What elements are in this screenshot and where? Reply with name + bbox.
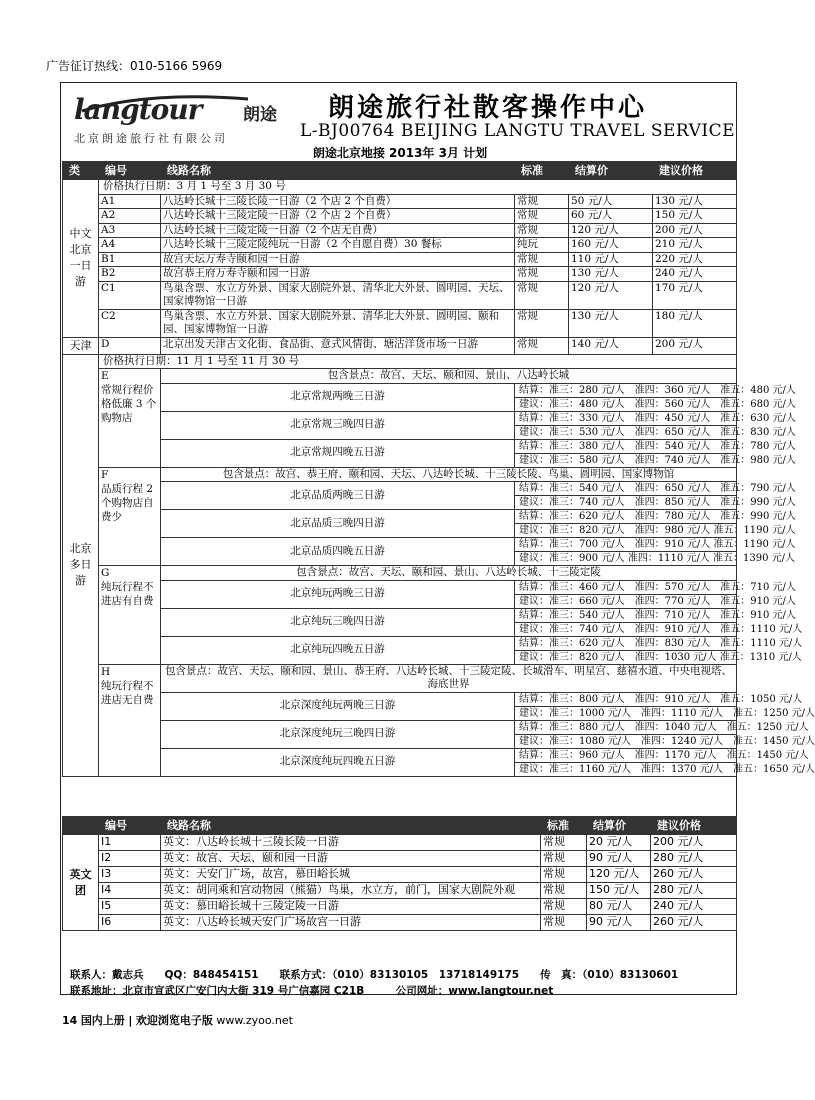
table-row <box>63 510 737 524</box>
tour-suggest-prices: 建议：准三：820 元/人 准四：1030 元/人 准五：1310 元/人 <box>515 650 737 664</box>
tour-suggest-price: 220 元/人 <box>653 252 737 267</box>
en-header-blank <box>63 817 99 835</box>
tour-suggest-price: 280 元/人 <box>651 851 737 867</box>
group-code-cell <box>99 566 161 665</box>
table-row <box>63 482 737 496</box>
tour-settle-price: 160 元/人 <box>569 238 653 253</box>
ad-hotline: 广告征订热线：010-5166 5969 <box>46 59 223 73</box>
tour-standard: 常规 <box>541 867 587 883</box>
table-row <box>63 238 737 253</box>
tour-suggest-prices: 建议：准三：1160 元/人 准四：1370 元/人 准五：1650 元/人 <box>515 762 737 776</box>
tour-settle-prices: 结算：准三：620 元/人 准四：780 元/人 准五：990 元/人 <box>515 510 737 524</box>
table-row <box>63 194 737 209</box>
tour-suggest-prices: 建议：准三：660 元/人 准四：770 元/人 准五：910 元/人 <box>515 594 737 608</box>
group-row <box>63 369 737 384</box>
plan-title: 朗途北京地接 2013年 3月 计划 <box>312 146 488 160</box>
tour-code: D <box>99 337 161 354</box>
tour-route: 英文：八达岭长城十三陵长陵一日游 <box>161 835 541 851</box>
page-number: 14 <box>62 1014 78 1027</box>
footer-site: www.zyoo.net <box>216 1014 293 1027</box>
tour-suggest-price: 200 元/人 <box>653 223 737 238</box>
group-code-cell <box>99 664 161 776</box>
tour-standard: 常规 <box>515 209 569 224</box>
tour-settle-price: 140 元/人 <box>569 337 653 354</box>
tour-route: 八达岭长城十三陵定陵一日游（2 个店无自费） <box>161 223 515 238</box>
tour-settle-prices: 结算：准三：460 元/人 准四：570 元/人 准五：710 元/人 <box>515 580 737 594</box>
tour-suggest-price: 260 元/人 <box>651 867 737 883</box>
tour-standard: 常规 <box>541 835 587 851</box>
tour-name: 北京纯玩四晚五日游 <box>161 636 515 664</box>
group-row <box>63 566 737 581</box>
tour-route: 八达岭长城十三陵长陵一日游（2 个店 2 个自费） <box>161 194 515 209</box>
group-inclusions: 包含景点：故宫、天坛、颐和园、景山、恭王府、八达岭长城、十三陵定陵、长城滑车、明星宫、慈禧水道、中央电视塔、海底世界 <box>161 664 737 692</box>
group-description: 纯玩行程不进店无自费 <box>101 679 154 706</box>
tour-name: 北京常规四晚五日游 <box>161 439 515 467</box>
table-row <box>63 608 737 622</box>
tour-code: A4 <box>99 238 161 253</box>
tour-suggest-price: 210 元/人 <box>653 238 737 253</box>
tour-suggest-price: 280 元/人 <box>651 883 737 899</box>
tour-settle-prices: 结算：准三：540 元/人 准四：710 元/人 准五：910 元/人 <box>515 608 737 622</box>
tour-settle-prices: 结算：准三：280 元/人 准四：360 元/人 准五：480 元/人 <box>515 383 737 397</box>
header-code: 编号 <box>99 162 161 180</box>
table-header <box>63 162 737 180</box>
tour-settle-price: 60 元/人 <box>569 209 653 224</box>
tour-suggest-prices: 建议：准三：1000 元/人 准四：1110 元/人 准五：1250 元/人 <box>515 706 737 720</box>
tour-settle-price: 150 元/人 <box>587 883 651 899</box>
logo-cn: 朗途 <box>243 105 277 125</box>
tour-suggest-prices: 建议：准三：580 元/人 准四：740 元/人 准五：980 元/人 <box>515 453 737 467</box>
tour-standard: 常规 <box>515 194 569 209</box>
price-period: 价格执行日期：3 月 1 号至 3 月 30 号 <box>99 180 737 195</box>
table-row <box>63 267 737 282</box>
tour-code: A1 <box>99 194 161 209</box>
category-cell: 中文北京一日游 <box>63 180 99 338</box>
tour-route: 八达岭长城十三陵定陵一日游（2 个店 2 个自费） <box>161 209 515 224</box>
tour-suggest-price: 240 元/人 <box>651 899 737 915</box>
table-row <box>63 337 737 354</box>
tour-settle-prices: 结算：准三：960 元/人 准四：1170 元/人 准五：1450 元/人 <box>515 748 737 762</box>
page-footer <box>62 1012 293 1028</box>
tour-price-table <box>62 161 815 777</box>
tour-standard: 常规 <box>515 252 569 267</box>
tour-settle-price: 120 元/人 <box>569 223 653 238</box>
tour-standard: 纯玩 <box>515 238 569 253</box>
table-row <box>63 439 737 453</box>
contact-line: 联系人：戴志兵 QQ：848454151 联系方式：（010）83130105 13718149175 传 真：（010）83130601 <box>70 969 679 981</box>
tour-suggest-price: 150 元/人 <box>653 209 737 224</box>
tour-code: I5 <box>99 899 161 915</box>
table-row <box>63 281 737 309</box>
tour-settle-price: 110 元/人 <box>569 252 653 267</box>
group-inclusions: 包含景点：故宫、恭王府、颐和园、天坛、八达岭长城、十三陵长陵、鸟巢、圆明园、国家博物馆 <box>161 467 737 482</box>
tour-name: 北京常规三晚四日游 <box>161 411 515 439</box>
group-inclusions: 包含景点：故宫、天坛、颐和园、景山、八达岭长城、十三陵定陵 <box>161 566 737 581</box>
header-route: 线路名称 <box>161 162 515 180</box>
table-row <box>63 383 737 397</box>
category-cell: 天津 <box>63 337 99 354</box>
group-code-cell <box>99 467 161 566</box>
table-row <box>63 748 737 762</box>
tour-standard: 常规 <box>515 309 569 337</box>
tour-code: B1 <box>99 252 161 267</box>
table-row <box>63 835 737 851</box>
tour-code: I6 <box>99 915 161 931</box>
group-inclusions: 包含景点：故宫、天坛、颐和园、景山、八达岭长城 <box>161 369 737 384</box>
table-row <box>63 580 737 594</box>
header-suggest: 建议价格 <box>653 162 737 180</box>
tour-code: A3 <box>99 223 161 238</box>
group-description: 纯玩行程不进店有自费 <box>101 581 154 607</box>
footer-tagline: 欢迎浏览电子版 <box>135 1014 213 1027</box>
table-row <box>63 915 737 931</box>
tour-suggest-price: 180 元/人 <box>653 309 737 337</box>
price-period: 价格执行日期：11 月 1 号至 11 月 30 号 <box>99 354 737 369</box>
agency-title-en: L-BJ00764 BEIJING LANGTU TRAVEL SERVICE <box>300 121 736 141</box>
tour-settle-prices: 结算：准三：540 元/人 准四：650 元/人 准五：790 元/人 <box>515 482 737 496</box>
tour-suggest-prices: 建议：准三：480 元/人 准四：560 元/人 准五：680 元/人 <box>515 397 737 411</box>
table-row <box>63 209 737 224</box>
en-table-header <box>63 817 737 835</box>
table-row <box>63 867 737 883</box>
tour-suggest-prices: 建议：准三：900 元/人 准四：1110 元/人 准五：1390 元/人 <box>515 552 737 566</box>
footer-section: 国内上册 <box>80 1014 125 1027</box>
tour-name: 北京深度纯玩三晚四日游 <box>161 720 515 748</box>
tour-code: A2 <box>99 209 161 224</box>
tour-settle-price: 90 元/人 <box>587 915 651 931</box>
tour-settle-price: 80 元/人 <box>587 899 651 915</box>
tour-name: 北京深度纯玩两晚三日游 <box>161 692 515 720</box>
table-row <box>63 252 737 267</box>
tour-standard: 常规 <box>515 337 569 354</box>
en-header-standard: 标准 <box>541 817 587 835</box>
tour-settle-price: 130 元/人 <box>569 309 653 337</box>
agency-title-cn: 朗途旅行社散客操作中心 <box>328 93 648 123</box>
group-description: 品质行程 2 个购物店自费少 <box>101 482 154 523</box>
tour-route: 八达岭长城十三陵定陵纯玩一日游（2 个自愿自费）30 餐标 <box>161 238 515 253</box>
tour-settle-price: 120 元/人 <box>569 281 653 309</box>
tour-route: 英文：八达岭长城天安门广场故宫一日游 <box>161 915 541 931</box>
tour-settle-price: 120 元/人 <box>587 867 651 883</box>
tour-settle-price: 20 元/人 <box>587 835 651 851</box>
tour-settle-price: 130 元/人 <box>569 267 653 282</box>
tour-route: 英文：胡同乘和宫动物园（熊猫）鸟巢，水立方，前门，国家大剧院外观 <box>161 883 541 899</box>
tour-route: 故宫天坛万寿寺颐和园一日游 <box>161 252 515 267</box>
tour-standard: 常规 <box>541 915 587 931</box>
tour-suggest-price: 260 元/人 <box>651 915 737 931</box>
tour-route: 英文：故宫、天坛、颐和园一日游 <box>161 851 541 867</box>
tour-name: 北京品质三晚四日游 <box>161 510 515 538</box>
category-cell: 英文团 <box>63 835 99 931</box>
en-header-suggest: 建议价格 <box>651 817 737 835</box>
group-row <box>63 467 737 482</box>
period-row <box>63 354 737 369</box>
tour-code: I1 <box>99 835 161 851</box>
table-row <box>63 899 737 915</box>
tour-standard: 常规 <box>515 223 569 238</box>
footer-divider: | <box>128 1014 133 1027</box>
tour-name: 北京品质四晚五日游 <box>161 538 515 566</box>
table-row <box>63 309 737 337</box>
tour-suggest-prices: 建议：准三：1080 元/人 准四：1240 元/人 准五：1450 元/人 <box>515 734 737 748</box>
tour-suggest-prices: 建议：准三：820 元/人 准四：980 元/人 准五：1190 元/人 <box>515 524 737 538</box>
english-tour-table <box>62 816 737 931</box>
tour-standard: 常规 <box>515 267 569 282</box>
tour-suggest-price: 200 元/人 <box>651 835 737 851</box>
table-row <box>63 411 737 425</box>
tour-suggest-price: 200 元/人 <box>653 337 737 354</box>
tour-code: I2 <box>99 851 161 867</box>
tour-code: I3 <box>99 867 161 883</box>
tour-standard: 常规 <box>515 281 569 309</box>
logo-swoosh-icon <box>80 95 250 113</box>
group-code-cell <box>99 369 161 468</box>
tour-suggest-prices: 建议：准三：740 元/人 准四：910 元/人 准五：1110 元/人 <box>515 622 737 636</box>
en-header-route: 线路名称 <box>161 817 541 835</box>
tour-settle-price: 90 元/人 <box>587 851 651 867</box>
logo-wordmark: langtour <box>74 93 202 126</box>
tour-standard: 常规 <box>541 851 587 867</box>
en-header-settle: 结算价 <box>587 817 651 835</box>
tour-code: B2 <box>99 267 161 282</box>
tour-suggest-prices: 建议：准三：740 元/人 准四：850 元/人 准五：990 元/人 <box>515 496 737 510</box>
tour-settle-prices: 结算：准三：620 元/人 准四：830 元/人 准五：1110 元/人 <box>515 636 737 650</box>
table-row <box>63 223 737 238</box>
tour-settle-prices: 结算：准三：700 元/人 准四：910 元/人 准五：1190 元/人 <box>515 538 737 552</box>
tour-suggest-prices: 建议：准三：530 元/人 准四：650 元/人 准五：830 元/人 <box>515 425 737 439</box>
period-row <box>63 180 737 195</box>
en-header-code: 编号 <box>99 817 161 835</box>
logo-company-name: 北京朗途旅行社有限公司 <box>74 132 228 145</box>
tour-settle-prices: 结算：准三：330 元/人 准四：450 元/人 准五：630 元/人 <box>515 411 737 425</box>
tour-code: I4 <box>99 883 161 899</box>
tour-suggest-price: 240 元/人 <box>653 267 737 282</box>
tour-suggest-price: 170 元/人 <box>653 281 737 309</box>
table-row <box>63 636 737 650</box>
tour-route: 英文：天安门广场，故宫，慕田峪长城 <box>161 867 541 883</box>
category-cell: 北京多日游 <box>63 354 99 776</box>
tour-name: 北京品质两晚三日游 <box>161 482 515 510</box>
tour-name: 北京纯玩两晚三日游 <box>161 580 515 608</box>
tour-route: 故宫恭王府万寿寺颐和园一日游 <box>161 267 515 282</box>
group-code: G <box>101 567 110 579</box>
tour-standard: 常规 <box>541 883 587 899</box>
tour-route: 鸟巢含票、水立方外景、国家大剧院外景、清华北大外景、圆明园、颐和园、国家博物馆一日游 <box>161 309 515 337</box>
table-row <box>63 692 737 706</box>
group-code: H <box>101 665 111 678</box>
tour-route: 鸟巢含票、水立方外景、国家大剧院外景、清华北大外景、圆明园、天坛、国家博物馆一日游 <box>161 281 515 309</box>
tour-settle-prices: 结算：准三：880 元/人 准四：1040 元/人 准五：1250 元/人 <box>515 720 737 734</box>
table-row <box>63 720 737 734</box>
tour-name: 北京深度纯玩四晚五日游 <box>161 748 515 776</box>
group-row <box>63 664 737 692</box>
group-description: 常规行程价格低廉 3 个购物店 <box>101 384 157 424</box>
group-code: E <box>101 370 109 382</box>
tour-code: C2 <box>99 309 161 337</box>
tour-standard: 常规 <box>541 899 587 915</box>
tour-settle-prices: 结算：准三：800 元/人 准四：910 元/人 准五：1050 元/人 <box>515 692 737 706</box>
table-row <box>63 538 737 552</box>
header-settle: 结算价 <box>569 162 653 180</box>
address-line: 联系地址：北京市宣武区广安门内大街 319 号广信嘉园 C21B 公司网址：www.langtour.net <box>70 985 554 997</box>
group-code: F <box>101 468 109 481</box>
table-row <box>63 883 737 899</box>
tour-name: 北京纯玩三晚四日游 <box>161 608 515 636</box>
header-standard: 标准 <box>515 162 569 180</box>
tour-route: 北京出发天津古文化街、食品街、意式风情街、塘沽洋货市场一日游 <box>161 337 515 354</box>
tour-code: C1 <box>99 281 161 309</box>
tour-route: 英文：慕田峪长城十三陵定陵一日游 <box>161 899 541 915</box>
header-cat: 类 <box>63 162 99 180</box>
tour-settle-price: 50 元/人 <box>569 194 653 209</box>
tour-suggest-price: 130 元/人 <box>653 194 737 209</box>
tour-name: 北京常规两晚三日游 <box>161 383 515 411</box>
tour-settle-prices: 结算：准三：380 元/人 准四：540 元/人 准五：780 元/人 <box>515 439 737 453</box>
table-row <box>63 851 737 867</box>
